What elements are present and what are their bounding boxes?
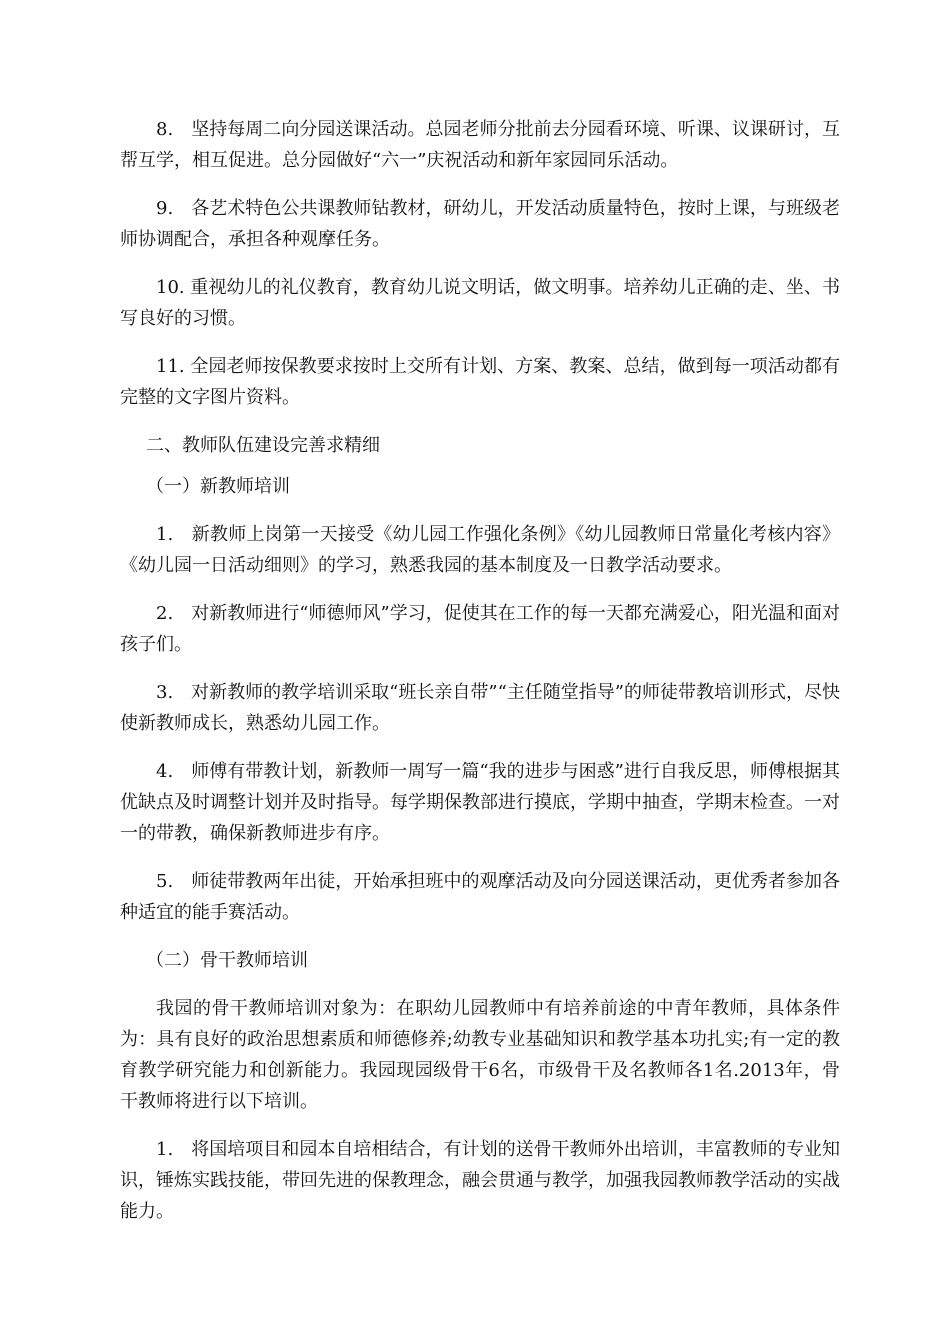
paragraph-item-8: 8. 坚持每周二向分园送课活动。总园老师分批前去分园看环境、听课、议课研讨，互帮互学，相互促进。总分园做好“六一”庆祝活动和新年家园同乐活动。 <box>120 119 840 171</box>
paragraph-item-10: 10. 重视幼儿的礼仪教育，教育幼儿说文明话，做文明事。培养幼儿正确的走、坐、书写良好的习惯。 <box>120 277 840 329</box>
section-heading-teacher-team: 二、教师队伍建设完善求精细 <box>146 435 380 456</box>
subsection-heading-backbone-teacher-training: （二）骨干教师培训 <box>146 950 308 971</box>
paragraph-item-11: 11. 全园老师按保教要求按时上交所有计划、方案、教案、总结，做到每一项活动都有完整的文字图片资料。 <box>120 356 840 408</box>
paragraph-new-teacher-4: 4. 师傅有带教计划，新教师一周写一篇“我的进步与困惑”进行自我反思，师傅根据其优缺点及时调整计划并及时指导。每学期保教部进行摸底，学期中抽查，学期末检查。一对一的带教，确保新教师进步有序。 <box>120 761 840 844</box>
paragraph-new-teacher-3: 3. 对新教师的教学培训采取“班长亲自带”“主任随堂指导”的师徒带教培训形式，尽快使新教师成长，熟悉幼儿园工作。 <box>120 682 840 734</box>
paragraph-new-teacher-5: 5. 师徒带教两年出徒，开始承担班中的观摩活动及向分园送课活动，更优秀者参加各种适宜的能手赛活动。 <box>120 871 840 923</box>
subsection-heading-new-teacher-training: （一）新教师培训 <box>146 476 290 497</box>
paragraph-new-teacher-2: 2. 对新教师进行“师德师风”学习，促使其在工作的每一天都充满爱心，阳光温和面对孩子们。 <box>120 603 840 655</box>
paragraph-backbone-intro: 我园的骨干教师培训对象为：在职幼儿园教师中有培养前途的中青年教师，具体条件为：具有良好的政治思想素质和师德修养;幼教专业基础知识和教学基本功扎实;有一定的教育教学研究能力和创新能力。我园现园级骨干6名，市级骨干及名教师各1名.2013年，骨干教师将进行以下培训。 <box>120 998 840 1112</box>
paragraph-new-teacher-1: 1. 新教师上岗第一天接受《幼儿园工作强化条例》《幼儿园教师日常量化考核内容》《幼儿园一日活动细则》的学习，熟悉我园的基本制度及一日教学活动要求。 <box>120 524 840 576</box>
paragraph-item-9: 9. 各艺术特色公共课教师钻教材，研幼儿，开发活动质量特色，按时上课，与班级老师协调配合，承担各种观摩任务。 <box>120 198 840 250</box>
document-body <box>120 114 840 1244</box>
paragraph-backbone-1: 1. 将国培项目和园本自培相结合，有计划的送骨干教师外出培训，丰富教师的专业知识，锤炼实践技能，带回先进的保教理念，融会贯通与教学，加强我园教师教学活动的实战能力。 <box>120 1139 840 1222</box>
